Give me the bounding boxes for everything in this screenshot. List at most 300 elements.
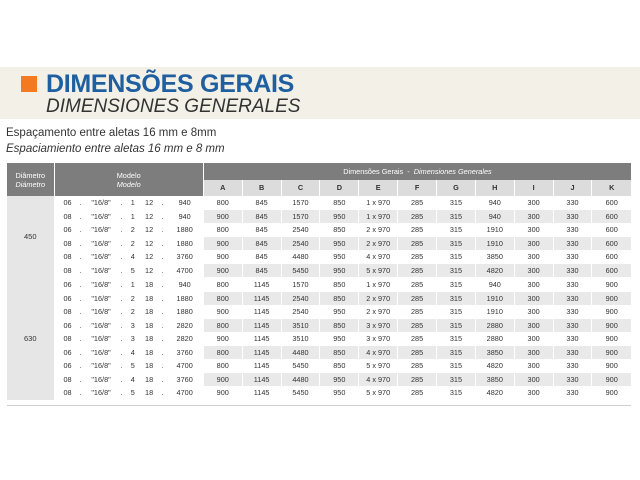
dim-cell-e: 2 x 970 (359, 292, 398, 306)
model-part-5: 18 (145, 307, 154, 316)
model-part-3: . (120, 280, 123, 289)
model-part-0: 08 (63, 238, 72, 248)
model-part-6: . (161, 252, 164, 261)
model-part-0: 08 (63, 374, 72, 384)
dim-cell-c: 4480 (281, 373, 320, 387)
dim-cell-f: 285 (398, 386, 437, 400)
dim-cell-d: 950 (320, 305, 359, 319)
dim-cell-g: 315 (437, 237, 476, 251)
dim-cell-d: 850 (320, 223, 359, 237)
model-part-0: 08 (63, 211, 72, 221)
table-row (7, 319, 631, 333)
dim-cell-d: 850 (320, 346, 359, 360)
table-row (7, 264, 631, 278)
model-part-1: . (79, 225, 82, 234)
model-part-4: 2 (130, 293, 135, 303)
dim-cell-j: 330 (553, 386, 592, 400)
table-row (7, 250, 631, 264)
model-part-7: 4700 (166, 386, 203, 400)
dim-cell-a: 900 (203, 210, 242, 224)
dim-cell-e: 2 x 970 (359, 237, 398, 251)
column-header-c: C (281, 180, 320, 196)
column-header-k: K (592, 180, 631, 196)
dim-cell-c: 3510 (281, 332, 320, 346)
dim-cell-j: 330 (553, 346, 592, 360)
model-part-5: 12 (145, 225, 154, 234)
dim-cell-i: 300 (514, 250, 553, 264)
dims-label-es: Dimensiones Generales (413, 167, 492, 176)
model-part-7: 4700 (176, 361, 193, 370)
dim-cell-e: 2 x 970 (359, 223, 398, 237)
model-part-2: "16/8" (85, 264, 118, 278)
model-part-1: . (79, 374, 82, 384)
model-part-7: 4700 (166, 264, 203, 278)
model-part-1: . (79, 347, 82, 357)
dimensions-table (7, 163, 631, 401)
model-part-7: 1880 (176, 293, 193, 303)
dim-cell-h: 3850 (475, 373, 514, 387)
table-row (7, 346, 631, 360)
dim-cell-a: 900 (203, 332, 242, 346)
dim-cell-h: 4820 (475, 359, 514, 373)
model-part-2: "16/8" (91, 280, 111, 289)
model-part-6: . (161, 374, 164, 384)
dim-cell-e: 5 x 970 (359, 264, 398, 278)
model-part-5: 12 (145, 211, 154, 221)
model-part-0: 06 (63, 198, 72, 207)
dim-cell-d: 950 (320, 332, 359, 346)
dim-cell-a: 900 (203, 237, 242, 251)
dim-cell-c: 3510 (281, 319, 320, 333)
dim-cell-k: 900 (592, 332, 631, 346)
model-part-3: . (120, 225, 123, 234)
model-part-3: . (120, 347, 123, 357)
diametro-label: Diâmetro (15, 170, 46, 180)
dim-cell-e: 1 x 970 (359, 196, 398, 210)
model-part-4: 2 (130, 225, 135, 234)
table-row (7, 332, 631, 346)
dim-cell-j: 330 (553, 264, 592, 278)
model-part-0: 06 (63, 320, 72, 330)
dim-cell-c: 5450 (281, 386, 320, 400)
dim-cell-j: 330 (553, 237, 592, 251)
dim-cell-a: 800 (203, 359, 242, 373)
dim-cell-c: 2540 (281, 237, 320, 251)
dim-cell-f: 285 (398, 346, 437, 360)
column-header-g: G (437, 180, 476, 196)
column-header-i: I (514, 180, 553, 196)
model-part-3: . (117, 386, 125, 400)
dim-cell-f: 285 (398, 264, 437, 278)
dim-cell-e: 4 x 970 (359, 346, 398, 360)
dim-cell-f: 285 (398, 196, 437, 210)
dim-cell-e: 4 x 970 (359, 250, 398, 264)
diametro-header (7, 163, 54, 196)
dim-cell-b: 845 (242, 210, 281, 224)
dim-cell-d: 850 (320, 292, 359, 306)
model-part-3: . (120, 238, 123, 248)
dim-cell-i: 300 (514, 292, 553, 306)
dim-cell-j: 330 (553, 319, 592, 333)
dim-cell-c: 1570 (281, 196, 320, 210)
dim-cell-e: 3 x 970 (359, 319, 398, 333)
dim-cell-e: 3 x 970 (359, 332, 398, 346)
model-part-6: . (161, 211, 164, 221)
table-row (7, 237, 631, 251)
model-part-0: 06 (63, 293, 72, 303)
dim-cell-a: 800 (203, 319, 242, 333)
model-part-2: "16/8" (91, 374, 111, 384)
column-header-h: H (475, 180, 514, 196)
dim-cell-a: 800 (203, 278, 242, 292)
table-row (7, 359, 631, 373)
table-row (7, 223, 631, 237)
model-part-0: 06 (63, 280, 72, 289)
model-part-4: 1 (130, 211, 135, 221)
dim-cell-j: 330 (553, 278, 592, 292)
dim-cell-k: 900 (592, 319, 631, 333)
dim-cell-h: 1910 (475, 223, 514, 237)
page-title-es: DIMENSIONES GENERALES (46, 96, 301, 117)
dim-cell-i: 300 (514, 386, 553, 400)
dim-cell-j: 330 (553, 332, 592, 346)
dim-cell-c: 2540 (281, 305, 320, 319)
table-row (7, 373, 631, 387)
modelo-header (54, 163, 203, 196)
spacing-note-es: Espaciamiento entre aletas 16 mm e 8 mm (6, 143, 225, 155)
dim-cell-j: 330 (553, 210, 592, 224)
dim-cell-g: 315 (437, 346, 476, 360)
model-part-2: "16/8" (85, 386, 118, 400)
dim-cell-b: 1145 (242, 386, 281, 400)
dims-separator: - (407, 167, 410, 176)
table-row (7, 386, 631, 400)
dim-cell-a: 900 (203, 250, 242, 264)
modelo-label-es: Modelo (116, 179, 141, 189)
dim-cell-a: 900 (203, 386, 242, 400)
model-part-7: 2820 (176, 334, 193, 343)
model-part-6: . (161, 238, 164, 248)
dim-cell-f: 285 (398, 373, 437, 387)
diametro-label-es: Diámetro (15, 179, 46, 189)
dim-cell-d: 850 (320, 278, 359, 292)
dim-cell-i: 300 (514, 359, 553, 373)
dim-cell-a: 900 (203, 264, 242, 278)
dim-cell-f: 285 (398, 223, 437, 237)
model-part-5: 18 (145, 334, 154, 343)
dim-cell-d: 950 (320, 373, 359, 387)
column-header-f: F (398, 180, 437, 196)
dim-cell-e: 1 x 970 (359, 278, 398, 292)
dim-cell-c: 4480 (281, 346, 320, 360)
dims-header (203, 163, 631, 180)
model-part-0: 06 (63, 225, 72, 234)
model-part-7: 1880 (176, 307, 193, 316)
modelo-label: Modelo (116, 170, 141, 180)
dim-cell-g: 315 (437, 250, 476, 264)
model-part-7: 940 (178, 198, 191, 207)
model-part-6: . (161, 198, 164, 207)
dim-cell-h: 940 (475, 278, 514, 292)
table-row (7, 196, 631, 210)
dim-cell-k: 900 (592, 373, 631, 387)
table-bottom-rule (7, 405, 631, 406)
model-part-2: "16/8" (91, 293, 111, 303)
model-part-7: 1880 (176, 238, 193, 248)
dim-cell-b: 1145 (242, 278, 281, 292)
dim-cell-b: 1145 (242, 319, 281, 333)
model-part-6: . (161, 280, 164, 289)
dim-cell-b: 845 (242, 250, 281, 264)
model-part-0: 08 (63, 334, 72, 343)
model-part-4: 1 (130, 198, 135, 207)
dim-cell-k: 600 (592, 196, 631, 210)
dim-cell-b: 845 (242, 264, 281, 278)
dim-cell-f: 285 (398, 250, 437, 264)
dim-cell-c: 1570 (281, 278, 320, 292)
dim-cell-k: 600 (592, 210, 631, 224)
dim-cell-d: 850 (320, 196, 359, 210)
dim-cell-g: 315 (437, 332, 476, 346)
dim-cell-i: 300 (514, 319, 553, 333)
model-part-3: . (120, 361, 123, 370)
model-part-1: . (79, 280, 82, 289)
model-part-4: 4 (130, 252, 135, 261)
model-part-1: . (79, 307, 82, 316)
model-part-0: 08 (54, 386, 76, 400)
dim-cell-e: 4 x 970 (359, 373, 398, 387)
model-part-2: "16/8" (91, 252, 111, 261)
dim-cell-g: 315 (437, 210, 476, 224)
model-part-4: 5 (126, 386, 140, 400)
dim-cell-j: 330 (553, 373, 592, 387)
dim-cell-i: 300 (514, 373, 553, 387)
model-part-5: 18 (145, 320, 154, 330)
dim-cell-h: 1910 (475, 305, 514, 319)
dim-cell-g: 315 (437, 196, 476, 210)
dim-cell-e: 1 x 970 (359, 210, 398, 224)
model-part-6: . (161, 225, 164, 234)
dim-cell-k: 600 (592, 250, 631, 264)
model-part-5: 18 (145, 361, 154, 370)
model-part-3: . (120, 252, 123, 261)
model-part-5: 12 (140, 264, 158, 278)
dim-cell-f: 285 (398, 319, 437, 333)
model-part-0: 08 (63, 252, 72, 261)
model-part-7: 940 (178, 280, 191, 289)
dim-cell-b: 1145 (242, 359, 281, 373)
dims-label: Dimensões Gerais (343, 167, 404, 176)
dim-cell-h: 2880 (475, 319, 514, 333)
model-part-6: . (161, 307, 164, 316)
orange-square-icon (21, 76, 37, 92)
dim-cell-g: 315 (437, 292, 476, 306)
dim-cell-b: 1145 (242, 332, 281, 346)
dim-cell-d: 850 (320, 319, 359, 333)
dim-cell-f: 285 (398, 237, 437, 251)
dim-cell-j: 330 (553, 359, 592, 373)
model-part-4: 4 (130, 374, 135, 384)
dim-cell-b: 1145 (242, 305, 281, 319)
table-row (7, 278, 631, 292)
dim-cell-j: 330 (553, 196, 592, 210)
dim-cell-a: 800 (203, 196, 242, 210)
model-part-5: 18 (145, 347, 154, 357)
dim-cell-f: 285 (398, 210, 437, 224)
column-header-a: A (203, 180, 242, 196)
model-part-7: 2820 (176, 320, 193, 330)
model-part-4: 1 (130, 280, 135, 289)
dim-cell-j: 330 (553, 292, 592, 306)
dim-cell-h: 4820 (475, 386, 514, 400)
model-part-6: . (161, 361, 164, 370)
dim-cell-k: 900 (592, 292, 631, 306)
dim-cell-h: 3850 (475, 250, 514, 264)
dim-cell-d: 850 (320, 359, 359, 373)
model-part-1: . (77, 264, 85, 278)
column-header-j: J (553, 180, 592, 196)
dim-cell-g: 315 (437, 278, 476, 292)
dim-cell-k: 600 (592, 264, 631, 278)
dim-cell-h: 1910 (475, 237, 514, 251)
model-part-7: 3760 (176, 347, 193, 357)
model-part-5: 12 (145, 252, 154, 261)
dim-cell-b: 1145 (242, 373, 281, 387)
model-part-6: . (161, 347, 164, 357)
dim-cell-d: 950 (320, 264, 359, 278)
dim-cell-h: 940 (475, 210, 514, 224)
dim-cell-b: 1145 (242, 346, 281, 360)
table-row (7, 292, 631, 306)
dim-cell-h: 3850 (475, 346, 514, 360)
column-header-b: B (242, 180, 281, 196)
model-part-4: 5 (126, 264, 140, 278)
dim-cell-a: 800 (203, 223, 242, 237)
dim-cell-h: 2880 (475, 332, 514, 346)
model-part-0: 08 (63, 307, 72, 316)
dim-cell-e: 5 x 970 (359, 386, 398, 400)
dim-cell-k: 900 (592, 278, 631, 292)
model-part-0: 06 (63, 361, 72, 370)
dim-cell-a: 900 (203, 373, 242, 387)
dim-cell-c: 1570 (281, 210, 320, 224)
model-part-2: "16/8" (91, 211, 111, 221)
dim-cell-j: 330 (553, 250, 592, 264)
model-part-1: . (79, 238, 82, 248)
dim-cell-f: 285 (398, 332, 437, 346)
model-part-6: . (161, 334, 164, 343)
dim-cell-f: 285 (398, 305, 437, 319)
dim-cell-a: 800 (203, 292, 242, 306)
model-part-4: 3 (130, 334, 135, 343)
dim-cell-g: 315 (437, 359, 476, 373)
model-part-7: 940 (178, 211, 191, 221)
model-part-3: . (120, 198, 123, 207)
model-part-7: 1880 (176, 225, 193, 234)
dim-cell-k: 900 (592, 386, 631, 400)
model-part-7: 3760 (176, 374, 193, 384)
dim-cell-i: 300 (514, 332, 553, 346)
dim-cell-k: 600 (592, 223, 631, 237)
model-part-6: . (158, 264, 166, 278)
dim-cell-d: 950 (320, 250, 359, 264)
model-part-4: 4 (130, 347, 135, 357)
dim-cell-h: 1910 (475, 292, 514, 306)
spacing-note: Espaçamento entre aletas 16 mm e 8mm (6, 127, 217, 139)
model-part-3: . (120, 307, 123, 316)
dim-cell-f: 285 (398, 359, 437, 373)
model-part-2: "16/8" (91, 307, 111, 316)
model-part-6: . (161, 293, 164, 303)
dim-cell-i: 300 (514, 196, 553, 210)
model-part-7: 3760 (176, 252, 193, 261)
dim-cell-j: 330 (553, 305, 592, 319)
dim-cell-i: 300 (514, 237, 553, 251)
dim-cell-c: 2540 (281, 223, 320, 237)
model-part-6: . (158, 386, 166, 400)
model-part-3: . (117, 264, 125, 278)
model-part-5: 12 (145, 238, 154, 248)
model-part-1: . (79, 361, 82, 370)
model-part-1: . (77, 386, 85, 400)
dim-cell-c: 5450 (281, 264, 320, 278)
dim-cell-g: 315 (437, 386, 476, 400)
dim-cell-c: 5450 (281, 359, 320, 373)
model-part-3: . (120, 293, 123, 303)
dim-cell-i: 300 (514, 223, 553, 237)
dim-cell-d: 950 (320, 386, 359, 400)
dim-cell-k: 900 (592, 346, 631, 360)
dim-cell-a: 800 (203, 346, 242, 360)
model-part-4: 2 (130, 307, 135, 316)
dim-cell-g: 315 (437, 264, 476, 278)
model-part-2: "16/8" (91, 238, 111, 248)
column-header-d: D (320, 180, 359, 196)
dim-cell-b: 1145 (242, 292, 281, 306)
page-title: DIMENSÕES GERAIS (46, 70, 295, 98)
dim-cell-h: 940 (475, 196, 514, 210)
model-part-1: . (79, 211, 82, 221)
dim-cell-b: 845 (242, 223, 281, 237)
model-part-5: 18 (145, 293, 154, 303)
dim-cell-h: 4820 (475, 264, 514, 278)
dim-cell-b: 845 (242, 237, 281, 251)
dim-cell-g: 315 (437, 319, 476, 333)
model-part-1: . (79, 334, 82, 343)
model-part-3: . (120, 211, 123, 221)
dim-cell-d: 950 (320, 237, 359, 251)
dim-cell-c: 2540 (281, 292, 320, 306)
dim-cell-k: 600 (592, 237, 631, 251)
dim-cell-c: 4480 (281, 250, 320, 264)
model-part-1: . (79, 198, 82, 207)
dim-cell-a: 900 (203, 305, 242, 319)
dim-cell-d: 950 (320, 210, 359, 224)
model-part-1: . (79, 293, 82, 303)
table-row (7, 210, 631, 224)
diameter-cell: 630 (7, 278, 54, 401)
column-header-e: E (359, 180, 398, 196)
dim-cell-i: 300 (514, 346, 553, 360)
model-part-5: 18 (145, 280, 154, 289)
model-part-4: 2 (130, 238, 135, 248)
model-part-2: "16/8" (91, 225, 111, 234)
model-part-4: 5 (130, 361, 135, 370)
model-part-2: "16/8" (91, 334, 111, 343)
model-part-3: . (120, 320, 123, 330)
model-part-2: "16/8" (91, 361, 111, 370)
model-part-2: "16/8" (91, 320, 111, 330)
